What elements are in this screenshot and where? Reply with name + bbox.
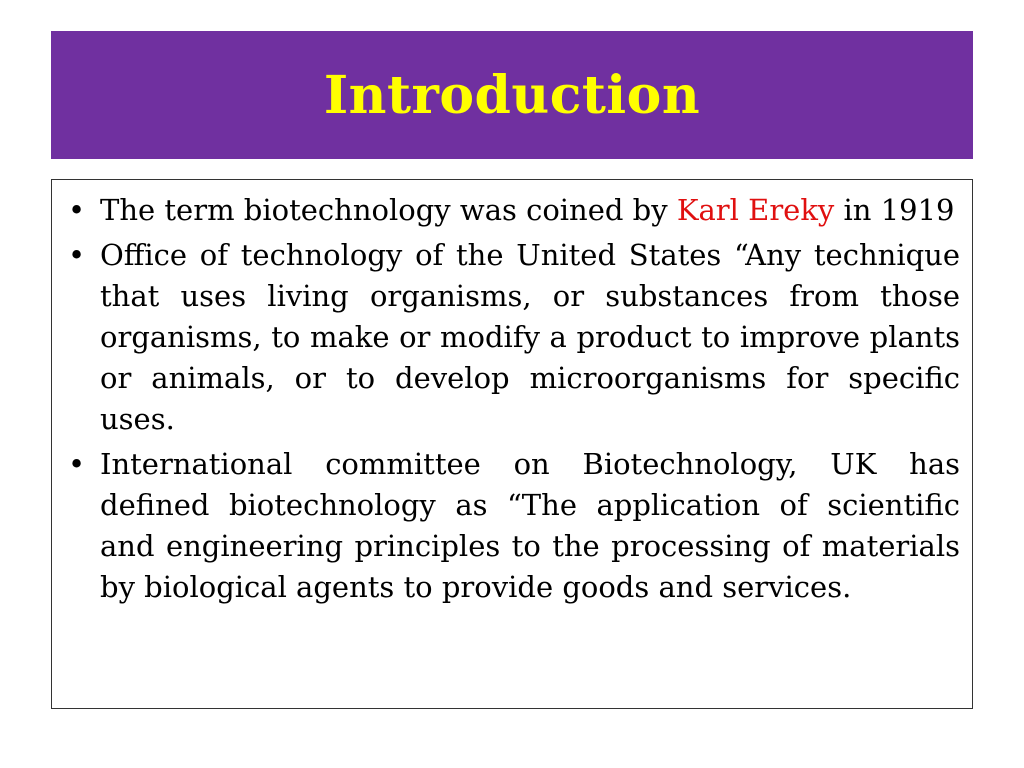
bullet-text-before: The term biotechnology was coined by	[100, 193, 677, 227]
bullet-text-after: in 1919	[834, 193, 955, 227]
bullet-list	[62, 190, 960, 608]
bullet-item-office-definition	[62, 235, 960, 440]
slide-title: Introduction	[323, 64, 701, 126]
bullet-text: International committee on Biotechnology, UK has defined biotechnology as “The application of scientific and engineering principles to the processing of materials by biological agents to provide goods and services.	[100, 447, 960, 604]
bullet-dot-icon: •	[68, 193, 86, 227]
bullet-text: Office of technology of the United States “Any technique that uses living organisms, or substances from those organisms, to make or modify a product to improve plants or animals, or to develop microorganisms for specific uses.	[100, 238, 960, 436]
bullet-item-coined	[62, 190, 960, 231]
title-bar	[51, 31, 973, 159]
content-box	[51, 179, 973, 709]
bullet-item-committee-definition	[62, 444, 960, 608]
bullet-dot-icon: •	[68, 238, 86, 272]
highlight-name: Karl Ereky	[676, 193, 835, 227]
bullet-dot-icon: •	[68, 447, 86, 481]
